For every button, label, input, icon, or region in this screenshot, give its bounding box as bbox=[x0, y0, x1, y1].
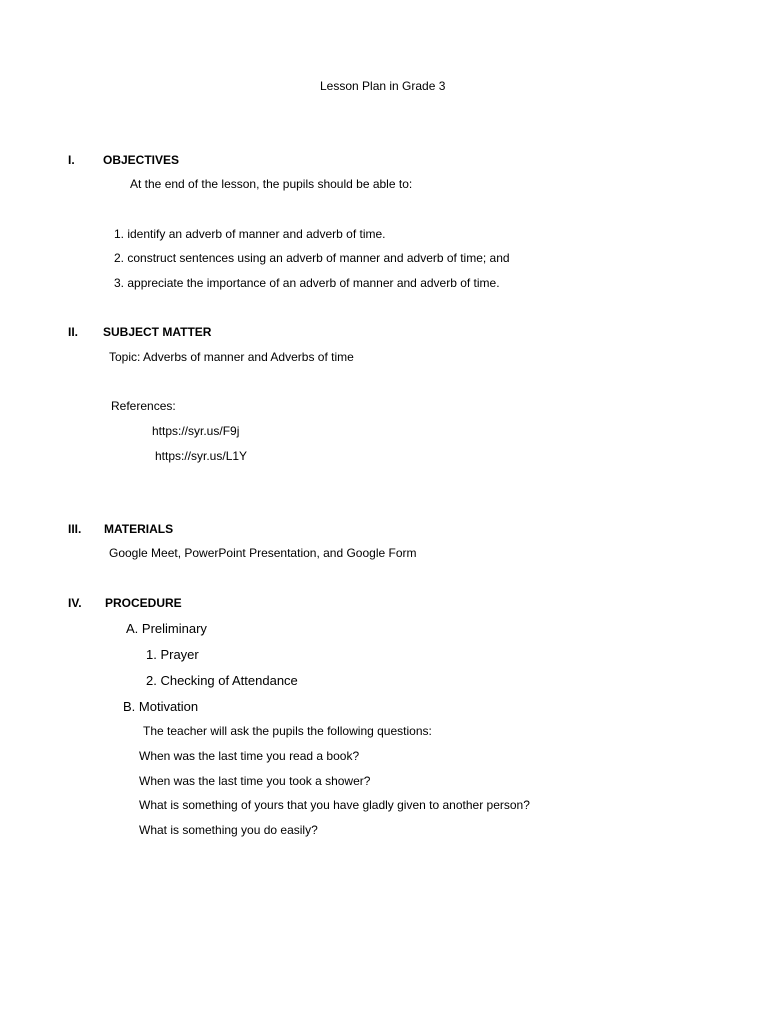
reference-link-2[interactable]: https://syr.us/L1Y bbox=[155, 449, 248, 463]
materials-numeral: III. bbox=[68, 522, 82, 536]
motivation-intro: The teacher will ask the pupils the following questions: bbox=[143, 724, 432, 738]
preliminary-item-2: 2. Checking of Attendance bbox=[146, 673, 298, 688]
objectives-numeral: I. bbox=[68, 153, 75, 167]
preliminary-label: A. Preliminary bbox=[126, 621, 207, 636]
subject-matter-heading: SUBJECT MATTER bbox=[103, 325, 212, 339]
reference-link-1[interactable]: https://syr.us/F9j bbox=[152, 424, 240, 438]
motivation-question-3: What is something of yours that you have gladly given to another person? bbox=[139, 798, 530, 812]
references-label: References: bbox=[111, 399, 176, 413]
subject-matter-topic: Topic: Adverbs of manner and Adverbs of time bbox=[109, 350, 354, 364]
subject-matter-numeral: II. bbox=[68, 325, 79, 339]
motivation-question-4: What is something you do easily? bbox=[139, 823, 318, 837]
objective-item-3: 3. appreciate the importance of an adverb of manner and adverb of time. bbox=[114, 276, 500, 290]
objectives-heading: OBJECTIVES bbox=[103, 153, 180, 167]
procedure-heading: PROCEDURE bbox=[105, 596, 182, 610]
motivation-label: B. Motivation bbox=[123, 699, 199, 714]
objective-item-2: 2. construct sentences using an adverb of manner and adverb of time; and bbox=[114, 251, 510, 265]
document-title: Lesson Plan in Grade 3 bbox=[320, 79, 446, 93]
preliminary-item-1: 1. Prayer bbox=[146, 647, 199, 662]
procedure-numeral: IV. bbox=[68, 596, 82, 610]
motivation-question-1: When was the last time you read a book? bbox=[139, 749, 360, 763]
motivation-question-2: When was the last time you took a shower? bbox=[139, 774, 371, 788]
objectives-intro: At the end of the lesson, the pupils should be able to: bbox=[130, 177, 413, 191]
materials-heading: MATERIALS bbox=[104, 522, 174, 536]
objective-item-1: 1. identify an adverb of manner and adverb of time. bbox=[114, 227, 386, 241]
materials-text: Google Meet, PowerPoint Presentation, and Google Form bbox=[109, 546, 417, 560]
